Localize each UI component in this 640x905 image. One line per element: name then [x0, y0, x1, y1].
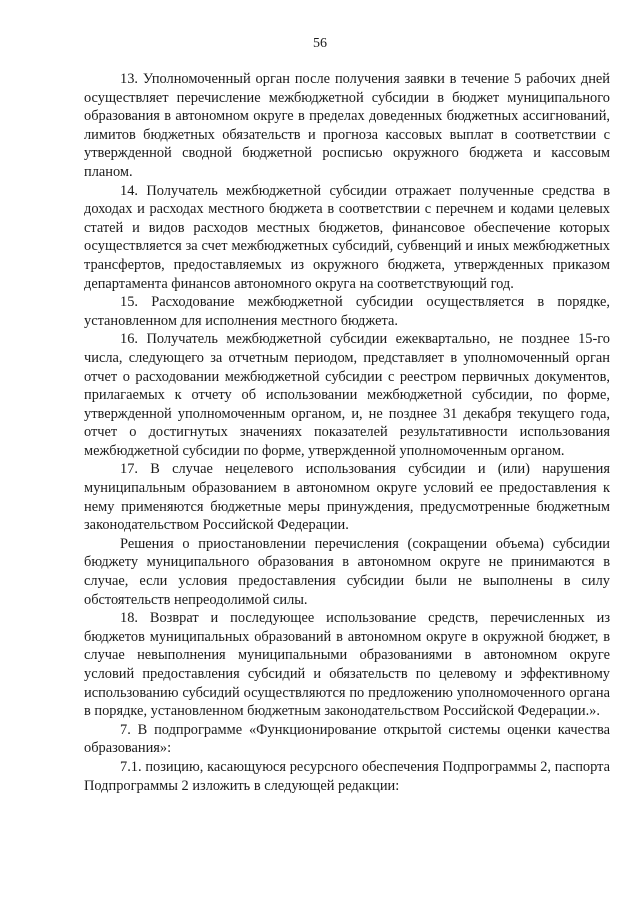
paragraph-item-16: 16. Получатель межбюджетной субсидии ежеквартально, не позднее 15-го числа, следующего за отчетным периодом, представляет в уполномоченный орган отчет о расходовании межбюджетной субсидии с реестром первичных документов, прилагаемых к отчету об использовании межбюджетной субсидии, по форме, утвержденной уполномоченным органом, и, не позднее 31 декабря текущего года, отчет о достигнутых значениях показателей результативности использования межбюджетной субсидии по форме, утвержденной уполномоченным органом.	[84, 331, 610, 459]
paragraph-item-13: 13. Уполномоченный орган после получения заявки в течение 5 рабочих дней осуществляет перечисление межбюджетной субсидии в бюджет муниципального образования в автономном округе в пределах доведенных бюджетных ассигнований, лимитов бюджетных обязательств и прогноза кассовых выплат в соответствии с утвержденной сводной бюджетной росписью окружного бюджета и кассовым планом.	[84, 71, 610, 180]
page-number: 56	[313, 36, 327, 51]
paragraph-section-7-1: 7.1. позицию, касающуюся ресурсного обеспечения Подпрограммы 2, паспорта Подпрограммы 2 изложить в следующей редакции:	[84, 758, 610, 794]
paragraph-decisions: Решения о приостановлении перечисления (сокращении объема) субсидии бюджету муниципального образования в автономном округе не принимаются в случае, если условия предоставления субсидии были не выполнены в силу обстоятельств непреодолимой силы.	[84, 535, 610, 608]
document-body	[84, 70, 610, 795]
paragraph-item-18: 18. Возврат и последующее использование средств, перечисленных из бюджетов муниципальных образований в автономном округе в окружной бюджет, в случае невыполнения муниципальными образованиями в автономном округе условий предоставления субсидий и обязательств по целевому и эффективному использованию субсидий осуществляются по предложению уполномоченного органа в порядке, установленном бюджетным законодательством Российской Федерации.».	[84, 610, 610, 720]
paragraph-item-14: 14. Получатель межбюджетной субсидии отражает полученные средства в доходах и расходах местного бюджета в соответствии с перечнем и кодами целевых статей и видов расходов местных бюджетов, финансовое обеспечение которых осуществляется за счет межбюджетных субсидий, субвенций и иных межбюджетных трансфертов, предоставляемых из окружного бюджета, утвержденных приказом департамента финансов автономного округа на соответствующий год.	[84, 182, 610, 292]
paragraph-section-7: 7. В подпрограмме «Функционирование открытой системы оценки качества образования»:	[84, 721, 610, 757]
paragraph-item-17: 17. В случае нецелевого использования субсидии и (или) нарушения муниципальным образованием в автономном округе условий ее предоставления к нему применяются бюджетные меры принуждения, предусмотренные бюджетным законодательством Российской Федерации.	[84, 461, 610, 534]
paragraph-item-15: 15. Расходование межбюджетной субсидии осуществляется в порядке, установленном для исполнения местного бюджета.	[84, 294, 610, 329]
